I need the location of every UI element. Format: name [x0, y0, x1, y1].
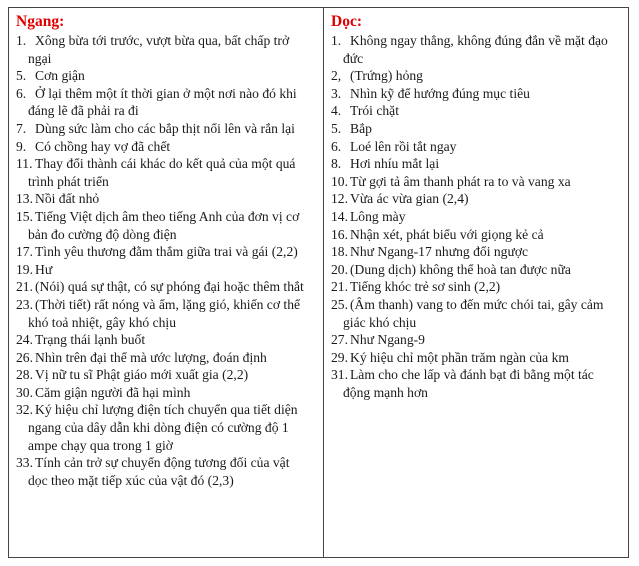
clue-number: 19. — [16, 261, 33, 277]
clue-text: Nhìn trên đại thể mà ước lượng, đoán định — [35, 349, 267, 365]
clue-text: Làm cho che lấp và đánh bạt đi bằng một tác động mạnh hơn — [343, 367, 594, 400]
clue-text: Nhìn kỹ để hướng đúng mục tiêu — [350, 85, 530, 101]
clue-text: (Trứng) hỏng — [350, 68, 423, 84]
clue-number: 5. — [331, 120, 342, 136]
clue-number: 5. — [16, 68, 27, 84]
clue-text: Dùng sức làm cho các bắp thịt nổi lên và rắn lại — [35, 120, 295, 136]
clue-text: Ký hiệu chỉ lượng điện tích chuyển qua tiết diện ngang của dây dẫn khi dòng điện có cường độ 1 ampe chạy qua trong 1 giờ — [28, 402, 298, 453]
clue-number: 8. — [331, 156, 342, 172]
clue-item — [324, 155, 624, 173]
clue-text: Hơi nhíu mắt lại — [350, 156, 440, 172]
clue-text: Bắp — [350, 120, 372, 136]
down-heading: Dọc: — [331, 13, 362, 30]
clue-number: 14. — [331, 208, 348, 224]
clue-number: 6. — [16, 85, 27, 101]
clue-text: Cơn giận — [35, 68, 85, 84]
clue-number: 32. — [16, 402, 33, 418]
clue-item — [9, 208, 311, 243]
clue-number: 33. — [16, 455, 33, 471]
clue-number: 6. — [331, 138, 342, 154]
clue-item — [324, 32, 624, 67]
clue-text: (Dung dịch) không thể hoà tan được nữa — [350, 261, 571, 277]
clue-text: Trói chặt — [350, 103, 399, 119]
clue-item — [9, 296, 311, 331]
clue-number: 29. — [331, 349, 348, 365]
clue-item — [9, 401, 311, 454]
clue-text: (Nói) quá sự thật, có sự phóng đại hoặc thêm thắt — [35, 279, 304, 295]
clue-text: Ở lại thêm một ít thời gian ở một nơi nào đó khi đáng lẽ đã phải ra đi — [28, 85, 297, 119]
clue-number: 7. — [16, 120, 27, 136]
clue-text: Tiếng Việt dịch âm theo tiếng Anh của đơn vị cơ bản đo cường độ dòng điện — [28, 208, 300, 242]
clue-number: 1. — [331, 33, 342, 48]
clue-number: 30. — [16, 384, 33, 400]
clue-number: 3. — [331, 85, 342, 101]
clue-text: Từ gợi tả âm thanh phát ra to và vang xa — [350, 173, 571, 189]
clue-text: Như Ngang-9 — [350, 332, 425, 348]
clue-item — [9, 243, 311, 261]
clue-text: Ký hiệu chỉ một phần trăm ngàn của km — [350, 349, 569, 365]
clue-item — [324, 85, 624, 103]
clue-item — [324, 173, 624, 191]
clue-number: 24. — [16, 332, 33, 348]
clue-item — [9, 349, 311, 367]
clue-item — [9, 32, 311, 67]
clue-item — [9, 331, 311, 349]
clue-text: Nồi đất nhỏ — [35, 191, 100, 207]
crossword-clue-table — [8, 7, 629, 558]
clue-item — [9, 384, 311, 402]
clue-item — [324, 190, 624, 208]
clue-item — [9, 138, 311, 156]
clue-text: Căm giận người đã hại mình — [35, 384, 191, 400]
clue-number: 13. — [16, 191, 33, 207]
clue-text: Không ngay thẳng, không đúng đắn về mặt đạo đức — [343, 33, 608, 66]
clue-item — [324, 102, 624, 120]
clue-number: 31. — [331, 367, 348, 383]
clue-number: 2, — [331, 68, 342, 84]
across-clue-list — [9, 32, 311, 489]
clue-number: 12. — [331, 191, 348, 207]
clue-item — [9, 454, 311, 489]
clue-item — [324, 296, 624, 331]
across-column — [9, 8, 324, 557]
clue-number: 16. — [331, 226, 348, 242]
clue-item — [324, 349, 624, 367]
clue-item — [324, 331, 624, 349]
clue-text: Xông bừa tới trước, vượt bừa qua, bất chấp trở ngại — [28, 33, 290, 66]
clue-text: Thay đổi thành cái khác do kết quả của một quá trình phát triển — [28, 156, 296, 189]
down-clue-list — [324, 32, 624, 401]
clue-item — [9, 190, 311, 208]
clue-item — [9, 120, 311, 138]
clue-number: 1. — [16, 33, 27, 48]
clue-text: (Âm thanh) vang to đến mức chói tai, gây cảm giác khó chịu — [343, 296, 604, 330]
clue-text: Tình yêu thương đằm thắm giữa trai và gái (2,2) — [35, 244, 298, 260]
clue-item — [324, 261, 624, 279]
clue-text: (Thời tiết) rất nóng và ẩm, lặng gió, khiến cơ thể khó toả nhiệt, gây khó chịu — [28, 296, 301, 330]
clue-text: Lông mày — [350, 208, 406, 224]
clue-text: Loé lên rồi tắt ngay — [350, 138, 457, 154]
clue-text: Vị nữ tu sĩ Phật giáo mới xuất gia (2,2) — [35, 367, 249, 383]
clue-number: 26. — [16, 349, 33, 365]
clue-text: Trạng thái lạnh buốt — [35, 332, 146, 348]
clue-text: Có chồng hay vợ đã chết — [35, 138, 171, 154]
clue-item — [324, 67, 624, 85]
clue-item — [9, 261, 311, 279]
clue-number: 15. — [16, 208, 33, 224]
clue-item — [324, 366, 624, 401]
clue-item — [324, 208, 624, 226]
clue-item — [9, 67, 311, 85]
clue-item — [324, 243, 624, 261]
clue-text: Tính cản trở sự chuyển động tương đối của vật dọc theo mặt tiếp xúc của vật đó (2,3) — [28, 455, 290, 488]
clue-number: 18. — [331, 244, 348, 260]
clue-number: 28. — [16, 367, 33, 383]
clue-item — [9, 366, 311, 384]
clue-number: 11. — [16, 156, 33, 172]
clue-number: 23. — [16, 296, 33, 312]
clue-number: 21. — [331, 279, 348, 295]
clue-number: 17. — [16, 244, 33, 260]
clue-item — [324, 226, 624, 244]
clue-number: 25. — [331, 296, 348, 312]
clue-number: 27. — [331, 332, 348, 348]
clue-text: Nhận xét, phát biểu với giọng kẻ cả — [350, 226, 544, 242]
clue-text: Như Ngang-17 nhưng đổi ngược — [350, 244, 529, 260]
clue-number: 20. — [331, 261, 348, 277]
clue-text: Tiếng khóc trẻ sơ sinh (2,2) — [350, 279, 501, 295]
clue-item — [324, 120, 624, 138]
clue-item — [9, 278, 311, 296]
clue-item — [324, 278, 624, 296]
clue-item — [9, 155, 311, 190]
clue-number: 21. — [16, 279, 33, 295]
down-column — [324, 8, 628, 557]
across-heading: Ngang: — [16, 13, 65, 30]
clue-number: 9. — [16, 138, 27, 154]
clue-item — [324, 138, 624, 156]
clue-item — [9, 85, 311, 120]
clue-number: 10. — [331, 173, 348, 189]
clue-text: Hư — [35, 261, 53, 277]
clue-text: Vừa ác vừa gian (2,4) — [350, 191, 469, 207]
clue-number: 4. — [331, 103, 342, 119]
